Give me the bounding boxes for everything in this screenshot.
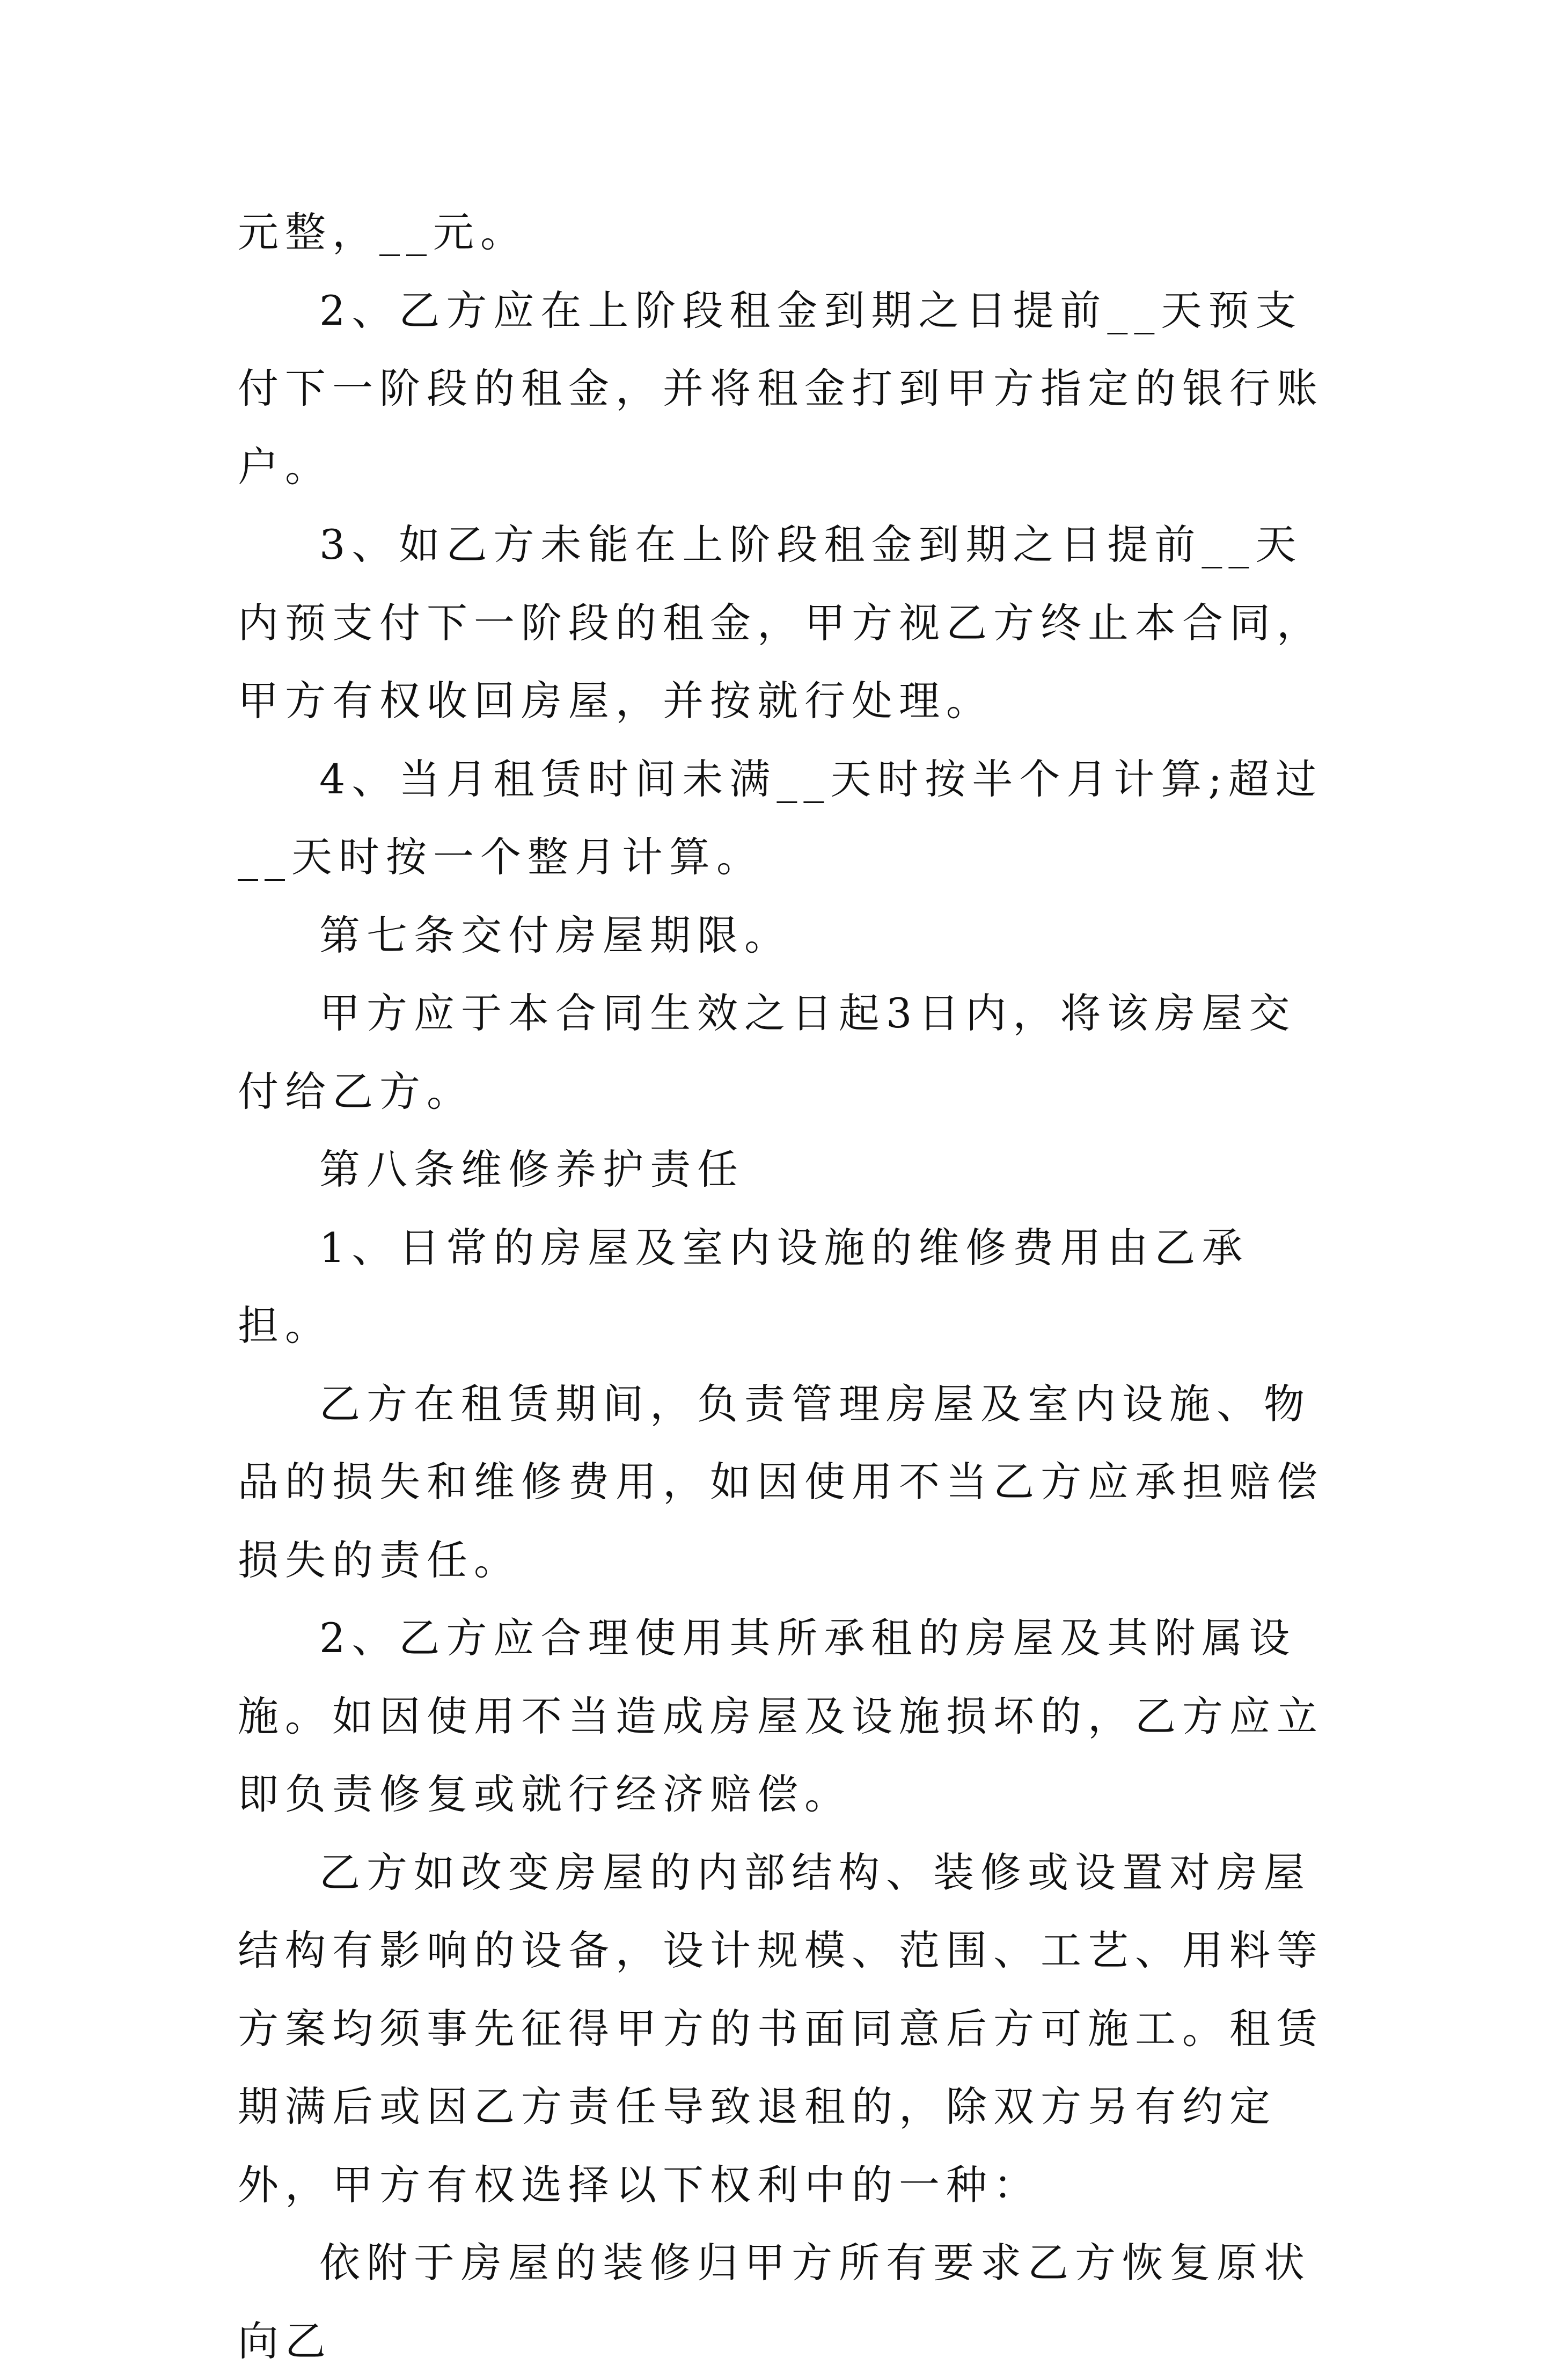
paragraph-10: 2、乙方应合理使用其所承租的房屋及其附属设施。如因使用不当造成房屋及设施损坏的，乙方应立即负责修复或就行经济赔偿。: [238, 1614, 1324, 1818]
paragraph-11: 乙方如改变房屋的内部结构、装修或设置对房屋结构有影响的设备，设计规模、范围、工艺、用料等方案均须事先征得甲方的书面同意后方可施工。租赁期满后或因乙方责任导致退租的，除双方另有约定外，甲方有权选择以下权利中的一种：: [238, 1848, 1324, 2209]
paragraph-4: 4、当月租赁时间未满__天时按半个月计算;超过__天时按一个整月计算。: [238, 755, 1323, 881]
paragraph-9: 乙方在租赁期间，负责管理房屋及室内设施、物品的损失和维修费用，如因使用不当乙方应承担赔偿损失的责任。: [238, 1379, 1324, 1584]
paragraph-1: 元整，__元。: [238, 208, 528, 256]
paragraph-3: 3、如乙方未能在上阶段租金到期之日提前__天内预支付下一阶段的租金，甲方视乙方终止本合同，甲方有权收回房屋，并按就行处理。: [238, 521, 1324, 725]
document-body: [238, 193, 1332, 2380]
section-heading-article-7: 第七条交付房屋期限。: [319, 911, 792, 959]
paragraph-6: 甲方应于本合同生效之日起3日内，将该房屋交付给乙方。: [238, 989, 1296, 1115]
section-heading-article-8: 第八条维修养护责任: [319, 1145, 744, 1193]
paragraph-2: 2、乙方应在上阶段租金到期之日提前__天预支付下一阶段的租金，并将租金打到甲方指定的银行账户。: [238, 286, 1324, 491]
paragraph-12: 依附于房屋的装修归甲方所有要求乙方恢复原状向乙: [238, 2239, 1311, 2365]
paragraph-8: 1、日常的房屋及室内设施的维修费用由乙承担。: [238, 1223, 1249, 1349]
